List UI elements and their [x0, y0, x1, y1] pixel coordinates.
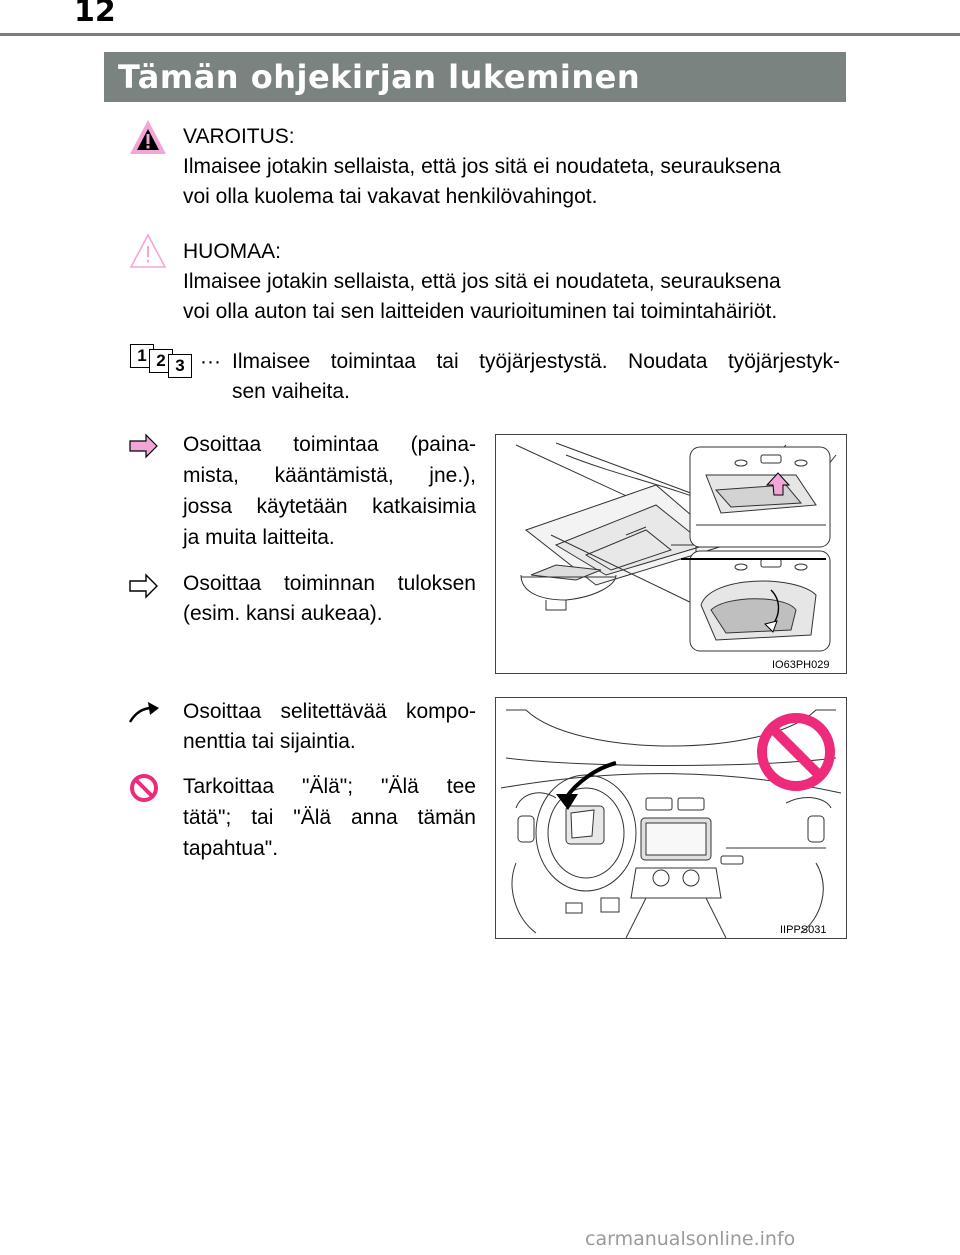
prohibit-line-3: tapahtua". [183, 837, 279, 860]
component-line-1: Osoittaa selitettävää kompo- [183, 700, 476, 723]
step-number-1: 1 [130, 344, 154, 368]
notice-label: HUOMAA: [183, 240, 282, 263]
title-bar [104, 52, 846, 102]
step-number-3: 3 [168, 354, 192, 378]
steps-line-2: sen vaiheita. [232, 380, 350, 403]
watermark: carmanualsonline.info [585, 1228, 796, 1250]
dashboard-figure [495, 697, 847, 939]
page-title: Tämän ohjekirjan lukeminen [118, 58, 641, 96]
notice-line-1: Ilmaisee jotakin sellaista, että jos sitä ei noudateta, seurauksena [183, 270, 781, 293]
curved-pointer-arrow-icon [128, 700, 160, 726]
action-line-4: ja muita laitteita. [183, 526, 335, 549]
steps-dots: ··· [200, 350, 221, 373]
action-line-1: Osoittaa toimintaa (paina- [183, 433, 476, 456]
step-number-2: 2 [149, 349, 173, 373]
warning-line-1: Ilmaisee jotakin sellaista, että jos sitä ei noudateta, seurauksena [183, 155, 781, 178]
page-number: 12 [74, 0, 116, 29]
warning-label: VAROITUS: [183, 125, 295, 148]
action-line-2: mista, kääntämistä, jne.), [183, 464, 476, 487]
overhead-console-figure [495, 434, 847, 674]
numbered-steps-icon [130, 344, 200, 376]
figure-code-overhead: IO63PH029 [772, 659, 830, 671]
warning-triangle-outline-icon [128, 232, 168, 270]
notice-line-2: voi olla auton tai sen laitteiden vaurioituminen tai toimintahäiriöt. [183, 300, 778, 323]
top-rule [0, 33, 960, 36]
warning-triangle-filled-icon [128, 118, 168, 156]
pink-arrow-icon [129, 433, 159, 459]
outline-arrow-icon [129, 573, 159, 599]
overhead-console-illustration [496, 435, 846, 673]
figure-code-dashboard: IIPPS031 [780, 924, 827, 936]
steps-line-1: Ilmaisee toimintaa tai työjärjestystä. Noudata työjärjestyk- [232, 350, 840, 373]
prohibit-line-2: tätä"; tai "Älä anna tämän [183, 806, 476, 829]
component-line-2: nenttia tai sijaintia. [183, 730, 356, 753]
prohibition-icon [129, 773, 159, 803]
dashboard-illustration [496, 698, 846, 938]
warning-line-2: voi olla kuolema tai vakavat henkilövahingot. [183, 185, 598, 208]
result-line-2: (esim. kansi aukeaa). [183, 602, 383, 625]
prohibit-line-1: Tarkoittaa "Älä"; "Älä tee [183, 775, 476, 798]
action-line-3: jossa käytetään katkaisimia [183, 495, 476, 518]
result-line-1: Osoittaa toiminnan tuloksen [183, 572, 476, 595]
